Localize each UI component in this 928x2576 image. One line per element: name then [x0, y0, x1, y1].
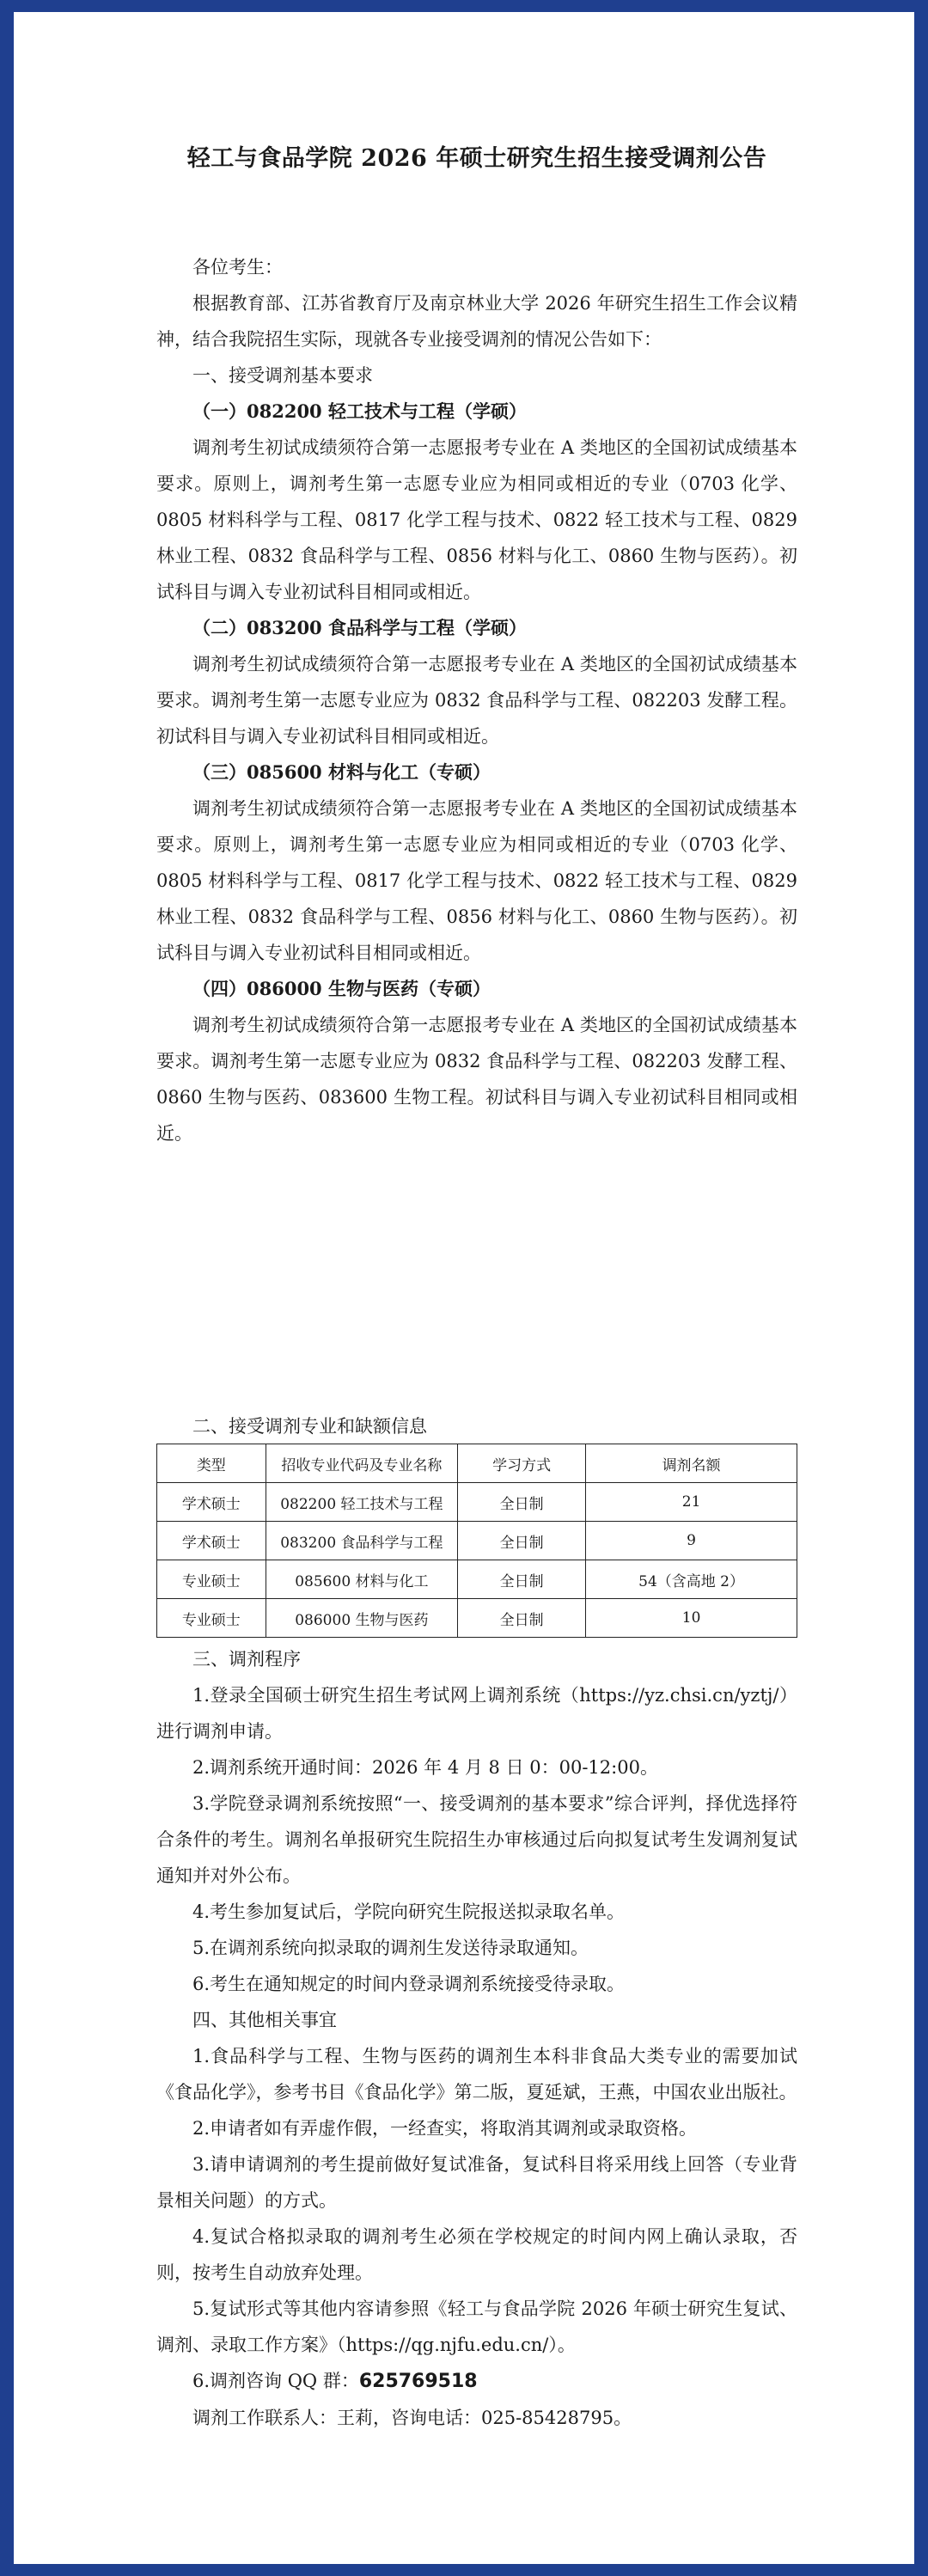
section-1-heading: 一、接受调剂基本要求 [192, 365, 373, 386]
table-cell: 学术硕士 [157, 1522, 266, 1560]
item-1-heading: （一）082200 轻工技术与工程（学硕） [192, 400, 527, 422]
item-2-heading: （二）083200 食品科学与工程（学硕） [192, 617, 527, 638]
procedure-item: 4.考生参加复试后，学院向研究生院报送拟录取名单。 [192, 1901, 626, 1922]
notice-item: 1.食品科学与工程、生物与医药的调剂生本科非食品大类专业的需要加试《食品化学》，参考书目《食品化学》第二版，夏延斌，王燕，中国农业出版社。 [156, 2046, 797, 2103]
table-cell: 专业硕士 [157, 1599, 266, 1638]
notice-item: 2.申请者如有弄虚作假，一经查实，将取消其调剂或录取资格。 [192, 2118, 698, 2139]
table-row [157, 1483, 797, 1522]
quota-table [156, 1444, 797, 1638]
notice-item: 4.复试合格拟录取的调剂考生必须在学校规定的时间内网上确认录取，否则，按考生自动放弃处理。 [156, 2226, 797, 2283]
procedure-item: 6.考生在通知规定的时间内登录调剂系统接受待录取。 [192, 1974, 626, 1994]
document-title: 轻工与食品学院 2026 年硕士研究生招生接受调剂公告 [186, 145, 767, 172]
document-page [14, 12, 914, 2564]
table-cell: 54（含高地 2） [586, 1560, 797, 1599]
section-4-heading: 四、其他相关事宜 [192, 2010, 337, 2030]
column-header: 类型 [157, 1444, 266, 1483]
section-3-4-block [156, 1641, 797, 2436]
column-header: 招收专业代码及专业名称 [266, 1444, 458, 1483]
table-cell: 083200 食品科学与工程 [266, 1522, 458, 1560]
qq-group-line [156, 2363, 797, 2400]
table-cell: 全日制 [458, 1483, 586, 1522]
item-2-text: 调剂考生初试成绩须符合第一志愿报考专业在 A 类地区的全国初试成绩基本要求。调剂考生第一志愿专业应为 0832 食品科学与工程、082203 发酵工程。初试科目与调入专业初试科目相同或相近。 [156, 654, 797, 747]
notice-item: 5.复试形式等其他内容请参照《轻工与食品学院 2026 年硕士研究生复试、调剂、录取工作方案》（https://qg.njfu.edu.cn/）。 [156, 2298, 797, 2355]
contact-line: 调剂工作联系人：王莉，咨询电话：025-85428795。 [192, 2408, 632, 2428]
table-cell: 全日制 [458, 1522, 586, 1560]
table-row [157, 1560, 797, 1599]
table-cell: 全日制 [458, 1560, 586, 1599]
item-4-text: 调剂考生初试成绩须符合第一志愿报考专业在 A 类地区的全国初试成绩基本要求。调剂考生第一志愿专业应为 0832 食品科学与工程、082203 发酵工程、0860 生物与医药、083600 生物工程。初试科目与调入专业初试科目相同或相近。 [156, 1015, 797, 1144]
qq-group-number: 625769518 [358, 2371, 478, 2392]
table-cell: 全日制 [458, 1599, 586, 1638]
item-3-text: 调剂考生初试成绩须符合第一志愿报考专业在 A 类地区的全国初试成绩基本要求。原则上，调剂考生第一志愿专业应为相同或相近的专业（0703 化学、0805 材料科学与工程、0817 化学工程与技术、0822 轻工技术与工程、0829 林业工程、0832 食品科学与工程、0856 材料与化工、0860 生物与医药）。初试科目与调入专业初试科目相同或相近。 [156, 798, 797, 963]
table-cell: 21 [586, 1483, 797, 1522]
table-header-row [157, 1444, 797, 1483]
table-row [157, 1599, 797, 1638]
item-3-heading: （三）085600 材料与化工（专硕） [192, 761, 491, 783]
table-cell: 9 [586, 1522, 797, 1560]
table-cell: 085600 材料与化工 [266, 1560, 458, 1599]
table-cell: 专业硕士 [157, 1560, 266, 1599]
table-cell: 082200 轻工技术与工程 [266, 1483, 458, 1522]
greeting: 各位考生： [192, 257, 283, 278]
procedure-item: 5.在调剂系统向拟录取的调剂生发送待录取通知。 [192, 1938, 589, 1958]
table-cell: 086000 生物与医药 [266, 1599, 458, 1638]
intro-paragraph: 根据教育部、江苏省教育厅及南京林业大学 2026 年研究生招生工作会议精神，结合我院招生实际，现就各专业接受调剂的情况公告如下： [156, 293, 797, 350]
qq-group-label: 6.调剂咨询 QQ 群： [192, 2371, 359, 2391]
section-3-heading: 三、调剂程序 [192, 1649, 301, 1670]
item-1-text: 调剂考生初试成绩须符合第一志愿报考专业在 A 类地区的全国初试成绩基本要求。原则上，调剂考生第一志愿专业应为相同或相近的专业（0703 化学、0805 材料科学与工程、0817 化学工程与技术、0822 轻工技术与工程、0829 林业工程、0832 食品科学与工程、0856 材料与化工、0860 生物与医药）。初试科目与调入专业初试科目相同或相近。 [156, 437, 797, 602]
procedure-item: 3.学院登录调剂系统按照“一、接受调剂的基本要求”综合评判，择优选择符合条件的考生。调剂名单报研究生院招生办审核通过后向拟复试考生发调剂复试通知并对外公布。 [156, 1793, 797, 1886]
section-2-heading: 二、接受调剂专业和缺额信息 [192, 1416, 427, 1437]
procedure-item: 1.登录全国硕士研究生招生考试网上调剂系统（https://yz.chsi.cn/yztj/）进行调剂申请。 [156, 1685, 797, 1742]
item-4-heading: （四）086000 生物与医药（专硕） [192, 978, 491, 999]
table-cell: 10 [586, 1599, 797, 1638]
procedure-item: 2.调剂系统开通时间：2026 年 4 月 8 日 0：00-12:00。 [192, 1757, 658, 1778]
table-cell: 学术硕士 [157, 1483, 266, 1522]
table-row [157, 1522, 797, 1560]
column-header: 调剂名额 [586, 1444, 797, 1483]
notice-item: 3.请申请调剂的考生提前做好复试准备，复试科目将采用线上回答（专业背景相关问题）的方式。 [156, 2154, 797, 2211]
column-header: 学习方式 [458, 1444, 586, 1483]
section-1-block [156, 249, 797, 1151]
